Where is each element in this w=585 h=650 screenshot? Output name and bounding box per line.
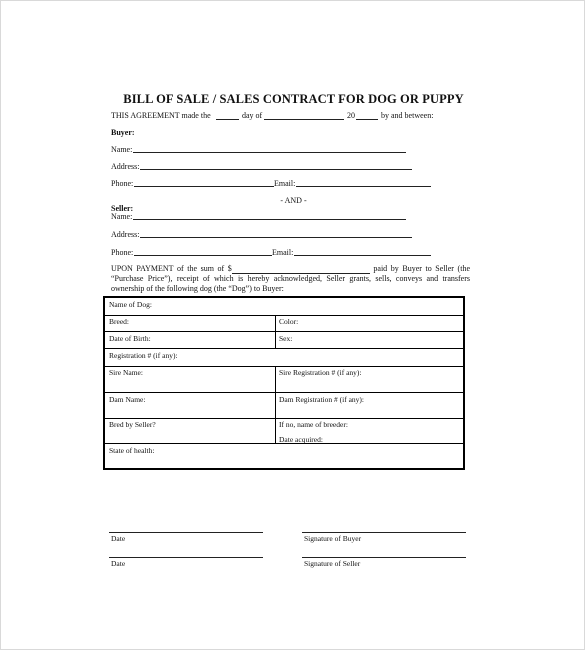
buyer-name-label: Name: [111, 145, 133, 154]
payment-paragraph [111, 264, 470, 293]
and-separator: - AND - [280, 196, 307, 205]
date-of-birth-label: Date of Birth: [109, 334, 151, 343]
agreement-day-blank[interactable] [216, 119, 239, 120]
agreement-prefix: THIS AGREEMENT made the [111, 111, 211, 120]
sire-registration-label: Sire Registration # (if any): [279, 368, 362, 377]
registration-label: Registration # (if any): [109, 351, 178, 360]
payment-text-part2: paid by Buyer to Seller (the “Purchase Price”), receipt of which is hereby acknowledged, Seller grants, sells, conveys and transfers ownership of the following dog (the “Dog”) to Buyer: [111, 264, 470, 293]
document-title: BILL OF SALE / SALES CONTRACT FOR DOG OR PUPPY [123, 92, 464, 106]
payment-text-part1: UPON PAYMENT of the sum of $ [111, 264, 232, 273]
seller-date-line[interactable] [109, 557, 263, 558]
buyer-date-label: Date [111, 534, 126, 543]
buyer-date-line[interactable] [109, 532, 263, 533]
sex-label: Sex: [279, 334, 293, 343]
seller-heading: Seller: [111, 204, 134, 213]
buyer-signature-label: Signature of Buyer [304, 534, 362, 543]
date-acquired-label: Date acquired: [279, 435, 323, 444]
seller-email-label: Email: [272, 248, 294, 257]
seller-phone-label: Phone: [111, 248, 134, 257]
buyer-email-field[interactable] [296, 186, 431, 187]
name-of-dog-label: Name of Dog: [109, 300, 152, 309]
seller-name-field[interactable] [133, 219, 406, 220]
breeder-name-label: If no, name of breeder: [279, 420, 348, 429]
buyer-email-label: Email: [274, 179, 296, 188]
breed-label: Breed: [109, 317, 129, 326]
color-label: Color: [279, 317, 299, 326]
seller-phone-field[interactable] [134, 255, 272, 256]
state-of-health-label: State of health: [109, 446, 155, 455]
sire-name-label: Sire Name: [109, 368, 143, 377]
buyer-phone-label: Phone: [111, 179, 134, 188]
buyer-address-label: Address: [111, 162, 140, 171]
dog-details-table [103, 296, 465, 470]
agreement-year-prefix: 20 [347, 111, 355, 120]
buyer-phone-field[interactable] [134, 186, 274, 187]
seller-signature-label: Signature of Seller [304, 559, 361, 568]
buyer-address-field[interactable] [140, 169, 412, 170]
seller-date-label: Date [111, 559, 126, 568]
seller-email-field[interactable] [294, 255, 431, 256]
buyer-name-field[interactable] [133, 152, 406, 153]
bred-by-seller-label: Bred by Seller? [109, 420, 156, 429]
seller-signature-line[interactable] [302, 557, 466, 558]
agreement-year-blank[interactable] [356, 119, 378, 120]
dam-name-label: Dam Name: [109, 395, 146, 404]
payment-amount-field[interactable] [232, 264, 370, 274]
seller-address-field[interactable] [140, 237, 412, 238]
seller-name-label: Name: [111, 212, 133, 221]
seller-address-label: Address: [111, 230, 140, 239]
agreement-suffix: by and between: [381, 111, 434, 120]
buyer-heading: Buyer: [111, 128, 135, 137]
dam-registration-label: Dam Registration # (if any): [279, 395, 364, 404]
buyer-signature-line[interactable] [302, 532, 466, 533]
agreement-month-blank[interactable] [264, 119, 344, 120]
agreement-day-of: day of [242, 111, 263, 120]
